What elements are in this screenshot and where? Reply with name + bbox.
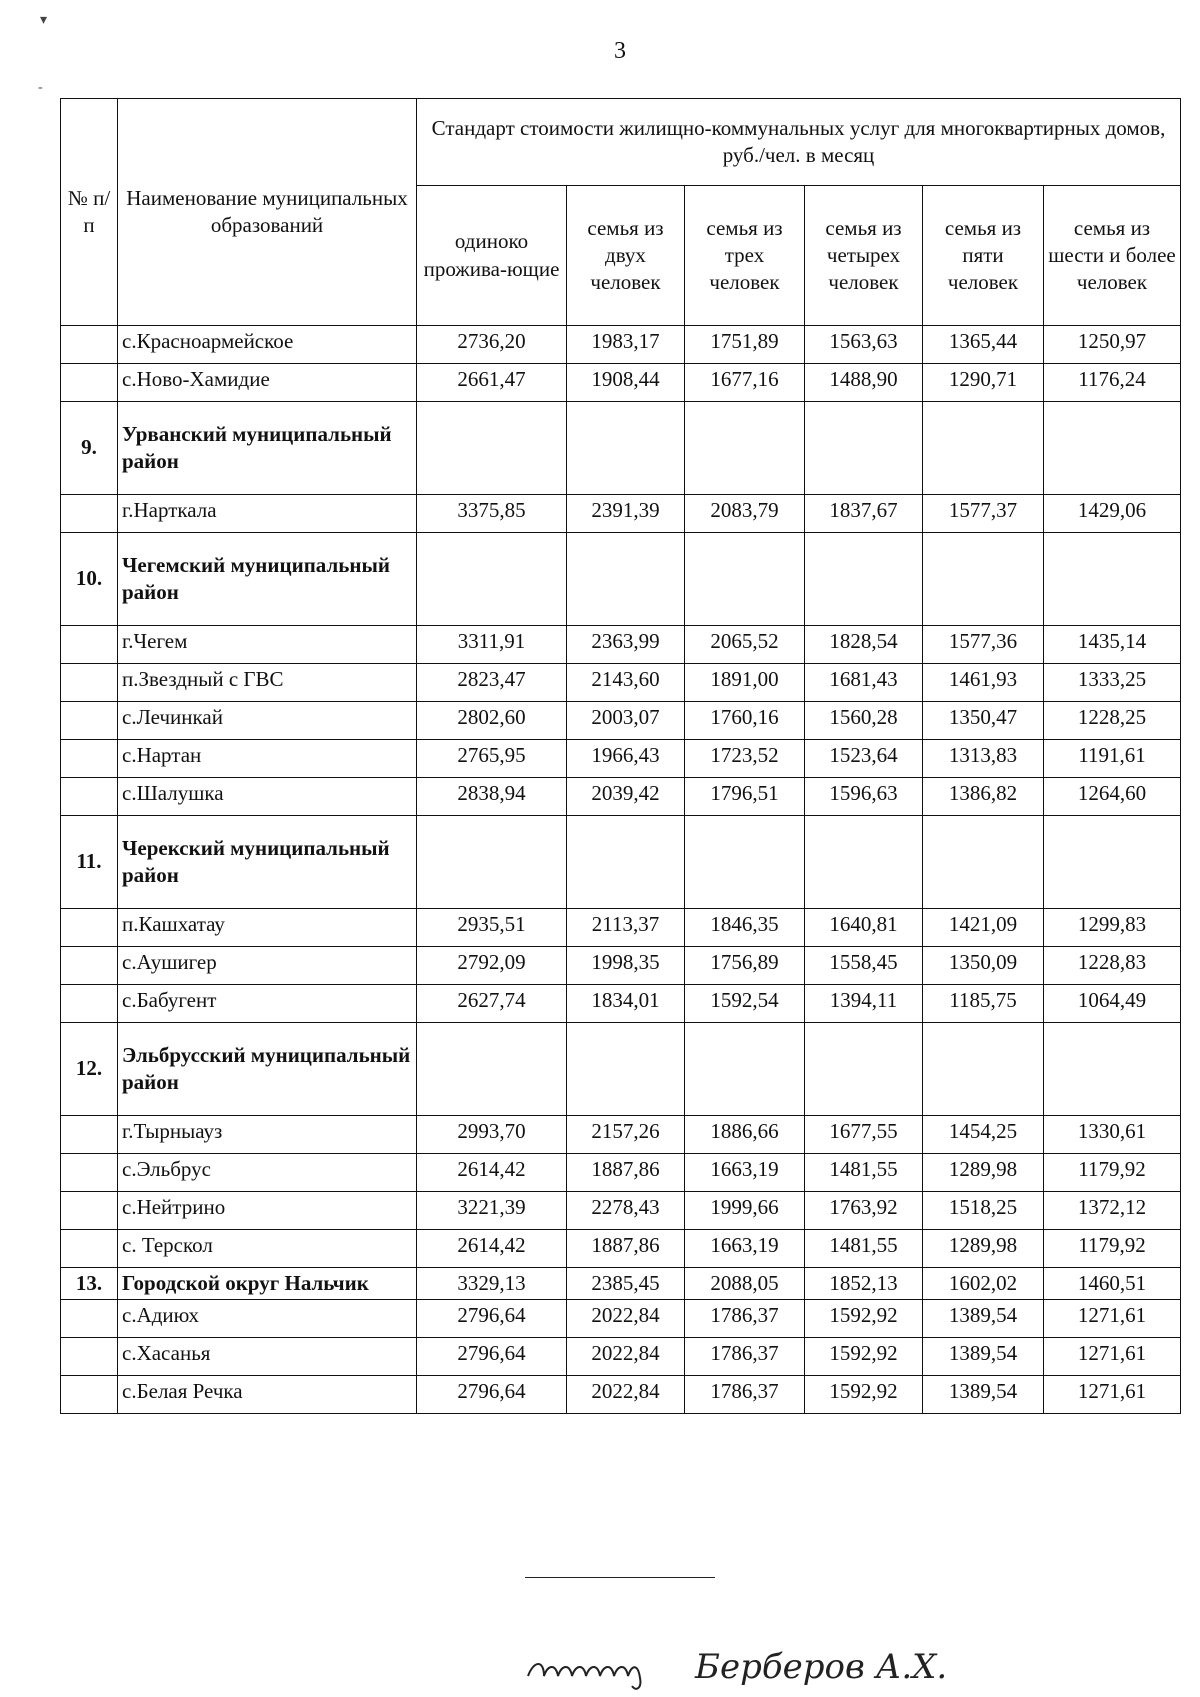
cost-family-2: 2385,45 bbox=[567, 1268, 685, 1300]
cost-single: 2796,64 bbox=[417, 1376, 567, 1414]
cost-family-3: 1796,51 bbox=[685, 778, 805, 816]
cost-family-5: 1313,83 bbox=[923, 740, 1044, 778]
cost-single: 3375,85 bbox=[417, 495, 567, 533]
cost-family-3 bbox=[685, 816, 805, 909]
cost-family-6-plus: 1372,12 bbox=[1044, 1192, 1181, 1230]
row-number bbox=[61, 1338, 118, 1376]
cost-family-4: 1640,81 bbox=[805, 909, 923, 947]
footer-divider bbox=[525, 1577, 715, 1578]
cost-family-2: 2003,07 bbox=[567, 702, 685, 740]
cost-family-2: 1998,35 bbox=[567, 947, 685, 985]
cost-family-5: 1386,82 bbox=[923, 778, 1044, 816]
cost-single: 2792,09 bbox=[417, 947, 567, 985]
cost-single: 2765,95 bbox=[417, 740, 567, 778]
cost-family-3: 1760,16 bbox=[685, 702, 805, 740]
table-row bbox=[61, 364, 1181, 402]
cost-family-6-plus: 1299,83 bbox=[1044, 909, 1181, 947]
cost-family-4: 1763,92 bbox=[805, 1192, 923, 1230]
cost-family-5 bbox=[923, 402, 1044, 495]
cost-single bbox=[417, 533, 567, 626]
cost-family-3: 1886,66 bbox=[685, 1116, 805, 1154]
row-number: 12. bbox=[61, 1023, 118, 1116]
table-row bbox=[61, 326, 1181, 364]
cost-family-4 bbox=[805, 816, 923, 909]
table-row bbox=[61, 664, 1181, 702]
header-family-2: семья из двух человек bbox=[567, 186, 685, 326]
cost-family-4: 1596,63 bbox=[805, 778, 923, 816]
district-name: Урванский муниципальный район bbox=[118, 402, 417, 495]
table-row bbox=[61, 702, 1181, 740]
table-row bbox=[61, 985, 1181, 1023]
cost-family-5: 1350,09 bbox=[923, 947, 1044, 985]
district-row bbox=[61, 1268, 1181, 1300]
cost-family-2 bbox=[567, 816, 685, 909]
municipality-name: г.Нарткала bbox=[118, 495, 417, 533]
cost-family-6-plus bbox=[1044, 1023, 1181, 1116]
cost-family-3: 1786,37 bbox=[685, 1338, 805, 1376]
municipality-name: с.Адиюх bbox=[118, 1300, 417, 1338]
header-municipality-name: Наименование муниципальных образований bbox=[118, 99, 417, 326]
municipality-name: г.Чегем bbox=[118, 626, 417, 664]
header-family-3: семья из трех человек bbox=[685, 186, 805, 326]
cost-family-3: 1999,66 bbox=[685, 1192, 805, 1230]
signature-scribble bbox=[528, 1664, 640, 1689]
cost-family-4 bbox=[805, 1023, 923, 1116]
municipality-name: с.Эльбрус bbox=[118, 1154, 417, 1192]
cost-family-2: 2363,99 bbox=[567, 626, 685, 664]
cost-family-2: 2143,60 bbox=[567, 664, 685, 702]
cost-single: 2661,47 bbox=[417, 364, 567, 402]
cost-family-4: 1592,92 bbox=[805, 1300, 923, 1338]
cost-family-6-plus bbox=[1044, 402, 1181, 495]
cost-family-3: 1756,89 bbox=[685, 947, 805, 985]
municipality-name: с.Бабугент bbox=[118, 985, 417, 1023]
cost-single bbox=[417, 402, 567, 495]
table-row bbox=[61, 947, 1181, 985]
cost-single: 2935,51 bbox=[417, 909, 567, 947]
row-number bbox=[61, 947, 118, 985]
row-number bbox=[61, 626, 118, 664]
table-row bbox=[61, 626, 1181, 664]
row-number bbox=[61, 664, 118, 702]
cost-family-6-plus: 1228,25 bbox=[1044, 702, 1181, 740]
cost-family-5: 1389,54 bbox=[923, 1338, 1044, 1376]
row-number bbox=[61, 1300, 118, 1338]
header-family-5: семья из пяти человек bbox=[923, 186, 1044, 326]
district-name: Черекский муниципальный район bbox=[118, 816, 417, 909]
cost-family-2: 1834,01 bbox=[567, 985, 685, 1023]
cost-family-3: 1663,19 bbox=[685, 1230, 805, 1268]
row-number: 9. bbox=[61, 402, 118, 495]
cost-family-5: 1518,25 bbox=[923, 1192, 1044, 1230]
cost-standard-table bbox=[60, 98, 1181, 1414]
cost-family-4: 1558,45 bbox=[805, 947, 923, 985]
cost-family-2: 2391,39 bbox=[567, 495, 685, 533]
cost-family-5: 1454,25 bbox=[923, 1116, 1044, 1154]
header-single: одиноко прожива-ющие bbox=[417, 186, 567, 326]
cost-family-6-plus: 1460,51 bbox=[1044, 1268, 1181, 1300]
cost-family-6-plus: 1250,97 bbox=[1044, 326, 1181, 364]
cost-family-4: 1592,92 bbox=[805, 1376, 923, 1414]
table-row bbox=[61, 1116, 1181, 1154]
cost-family-5: 1185,75 bbox=[923, 985, 1044, 1023]
cost-family-2: 2157,26 bbox=[567, 1116, 685, 1154]
cost-family-6-plus: 1271,61 bbox=[1044, 1376, 1181, 1414]
cost-family-5: 1365,44 bbox=[923, 326, 1044, 364]
cost-family-5 bbox=[923, 816, 1044, 909]
cost-family-2 bbox=[567, 1023, 685, 1116]
row-number bbox=[61, 1230, 118, 1268]
cost-family-6-plus: 1429,06 bbox=[1044, 495, 1181, 533]
cost-family-5: 1350,47 bbox=[923, 702, 1044, 740]
cost-family-5: 1577,37 bbox=[923, 495, 1044, 533]
cost-family-2 bbox=[567, 402, 685, 495]
table-row bbox=[61, 495, 1181, 533]
municipality-name: с.Лечинкай bbox=[118, 702, 417, 740]
cost-single: 3221,39 bbox=[417, 1192, 567, 1230]
cost-family-6-plus: 1271,61 bbox=[1044, 1338, 1181, 1376]
cost-family-3 bbox=[685, 533, 805, 626]
cost-single: 2614,42 bbox=[417, 1230, 567, 1268]
cost-single: 2736,20 bbox=[417, 326, 567, 364]
cost-family-5 bbox=[923, 533, 1044, 626]
cost-family-6-plus: 1333,25 bbox=[1044, 664, 1181, 702]
table-row bbox=[61, 1154, 1181, 1192]
header-family-6-plus: семья из шести и более человек bbox=[1044, 186, 1181, 326]
cost-family-2: 1966,43 bbox=[567, 740, 685, 778]
scan-mark: - bbox=[38, 80, 43, 95]
table-body bbox=[61, 326, 1181, 1414]
cost-family-4: 1523,64 bbox=[805, 740, 923, 778]
municipality-name: с.Нартан bbox=[118, 740, 417, 778]
district-row bbox=[61, 402, 1181, 495]
cost-family-5: 1602,02 bbox=[923, 1268, 1044, 1300]
cost-family-5: 1289,98 bbox=[923, 1230, 1044, 1268]
cost-family-3: 1663,19 bbox=[685, 1154, 805, 1192]
cost-family-2 bbox=[567, 533, 685, 626]
cost-family-2: 2039,42 bbox=[567, 778, 685, 816]
cost-family-2: 2113,37 bbox=[567, 909, 685, 947]
cost-family-2: 1908,44 bbox=[567, 364, 685, 402]
cost-single: 2993,70 bbox=[417, 1116, 567, 1154]
cost-family-4 bbox=[805, 402, 923, 495]
cost-family-5: 1289,98 bbox=[923, 1154, 1044, 1192]
cost-family-5: 1389,54 bbox=[923, 1376, 1044, 1414]
cost-family-4: 1592,92 bbox=[805, 1338, 923, 1376]
table-row bbox=[61, 1230, 1181, 1268]
cost-single bbox=[417, 816, 567, 909]
row-number: 13. bbox=[61, 1268, 118, 1300]
cost-family-6-plus: 1179,92 bbox=[1044, 1154, 1181, 1192]
district-name: Эльбрусский муниципальный район bbox=[118, 1023, 417, 1116]
municipality-name: с.Нейтрино bbox=[118, 1192, 417, 1230]
cost-single: 2796,64 bbox=[417, 1300, 567, 1338]
row-number bbox=[61, 1116, 118, 1154]
cost-family-3 bbox=[685, 402, 805, 495]
cost-family-3: 1723,52 bbox=[685, 740, 805, 778]
row-number bbox=[61, 740, 118, 778]
municipality-name: с.Шалушка bbox=[118, 778, 417, 816]
cost-family-6-plus bbox=[1044, 533, 1181, 626]
table-row bbox=[61, 909, 1181, 947]
table-row bbox=[61, 1300, 1181, 1338]
cost-family-6-plus: 1064,49 bbox=[1044, 985, 1181, 1023]
cost-family-3: 1592,54 bbox=[685, 985, 805, 1023]
row-number bbox=[61, 364, 118, 402]
cost-family-4 bbox=[805, 533, 923, 626]
cost-family-4: 1481,55 bbox=[805, 1154, 923, 1192]
cost-single: 2614,42 bbox=[417, 1154, 567, 1192]
cost-family-4: 1681,43 bbox=[805, 664, 923, 702]
cost-family-3: 1786,37 bbox=[685, 1376, 805, 1414]
cost-family-4: 1394,11 bbox=[805, 985, 923, 1023]
cost-family-5: 1389,54 bbox=[923, 1300, 1044, 1338]
cost-family-6-plus: 1264,60 bbox=[1044, 778, 1181, 816]
row-number bbox=[61, 1154, 118, 1192]
district-name: Городской округ Нальчик bbox=[118, 1268, 417, 1300]
cost-single: 2802,60 bbox=[417, 702, 567, 740]
municipality-name: с. Терскол bbox=[118, 1230, 417, 1268]
cost-family-4: 1563,63 bbox=[805, 326, 923, 364]
scan-mark: ▾ bbox=[40, 13, 48, 28]
district-row bbox=[61, 533, 1181, 626]
municipality-name: с.Хасанья bbox=[118, 1338, 417, 1376]
cost-family-6-plus: 1191,61 bbox=[1044, 740, 1181, 778]
row-number: 11. bbox=[61, 816, 118, 909]
cost-family-4: 1837,67 bbox=[805, 495, 923, 533]
cost-family-2: 2022,84 bbox=[567, 1338, 685, 1376]
cost-family-3: 1751,89 bbox=[685, 326, 805, 364]
cost-family-6-plus: 1176,24 bbox=[1044, 364, 1181, 402]
cost-family-6-plus: 1330,61 bbox=[1044, 1116, 1181, 1154]
municipality-name: с.Белая Речка bbox=[118, 1376, 417, 1414]
row-number bbox=[61, 326, 118, 364]
municipality-name: п.Кашхатау bbox=[118, 909, 417, 947]
cost-family-2: 2278,43 bbox=[567, 1192, 685, 1230]
cost-family-3: 1891,00 bbox=[685, 664, 805, 702]
signature-name: Берберов А.Х. bbox=[695, 1647, 948, 1687]
table-row bbox=[61, 740, 1181, 778]
cost-family-4: 1828,54 bbox=[805, 626, 923, 664]
cost-family-3: 2088,05 bbox=[685, 1268, 805, 1300]
cost-family-2: 1887,86 bbox=[567, 1154, 685, 1192]
cost-family-6-plus: 1179,92 bbox=[1044, 1230, 1181, 1268]
cost-family-3: 1846,35 bbox=[685, 909, 805, 947]
cost-single: 2627,74 bbox=[417, 985, 567, 1023]
cost-family-5 bbox=[923, 1023, 1044, 1116]
cost-family-4: 1560,28 bbox=[805, 702, 923, 740]
cost-family-5: 1461,93 bbox=[923, 664, 1044, 702]
cost-family-3: 1786,37 bbox=[685, 1300, 805, 1338]
municipality-name: с.Ново-Хамидие bbox=[118, 364, 417, 402]
table-row bbox=[61, 1192, 1181, 1230]
cost-single: 3329,13 bbox=[417, 1268, 567, 1300]
header-family-4: семья из четырех человек bbox=[805, 186, 923, 326]
district-row bbox=[61, 816, 1181, 909]
cost-family-6-plus: 1435,14 bbox=[1044, 626, 1181, 664]
row-number bbox=[61, 909, 118, 947]
header-number: № п/п bbox=[61, 99, 118, 326]
header-cost-standard-group: Стандарт стоимости жилищно-коммунальных услуг для многоквартирных домов, руб./чел. в месяц bbox=[417, 99, 1181, 186]
cost-family-3 bbox=[685, 1023, 805, 1116]
row-number bbox=[61, 1192, 118, 1230]
municipality-name: с.Красноармейское bbox=[118, 326, 417, 364]
cost-single bbox=[417, 1023, 567, 1116]
district-name: Чегемский муниципальный район bbox=[118, 533, 417, 626]
row-number: 10. bbox=[61, 533, 118, 626]
cost-family-5: 1421,09 bbox=[923, 909, 1044, 947]
cost-family-5: 1577,36 bbox=[923, 626, 1044, 664]
cost-family-6-plus: 1228,83 bbox=[1044, 947, 1181, 985]
cost-family-4: 1852,13 bbox=[805, 1268, 923, 1300]
municipality-name: г.Тырныауз bbox=[118, 1116, 417, 1154]
cost-family-4: 1677,55 bbox=[805, 1116, 923, 1154]
municipality-name: с.Аушигер bbox=[118, 947, 417, 985]
page-number: 3 bbox=[614, 38, 626, 64]
cost-family-3: 1677,16 bbox=[685, 364, 805, 402]
municipality-name: п.Звездный с ГВС bbox=[118, 664, 417, 702]
cost-family-4: 1488,90 bbox=[805, 364, 923, 402]
table-row bbox=[61, 1338, 1181, 1376]
cost-family-2: 1983,17 bbox=[567, 326, 685, 364]
cost-family-3: 2083,79 bbox=[685, 495, 805, 533]
cost-single: 2838,94 bbox=[417, 778, 567, 816]
cost-family-6-plus: 1271,61 bbox=[1044, 1300, 1181, 1338]
cost-single: 2823,47 bbox=[417, 664, 567, 702]
row-number bbox=[61, 985, 118, 1023]
row-number bbox=[61, 778, 118, 816]
table-row bbox=[61, 1376, 1181, 1414]
cost-single: 3311,91 bbox=[417, 626, 567, 664]
cost-family-4: 1481,55 bbox=[805, 1230, 923, 1268]
handwritten-signature bbox=[520, 1632, 1080, 1692]
row-number bbox=[61, 1376, 118, 1414]
cost-single: 2796,64 bbox=[417, 1338, 567, 1376]
row-number bbox=[61, 495, 118, 533]
cost-family-5: 1290,71 bbox=[923, 364, 1044, 402]
cost-family-2: 1887,86 bbox=[567, 1230, 685, 1268]
cost-family-6-plus bbox=[1044, 816, 1181, 909]
row-number bbox=[61, 702, 118, 740]
cost-family-3: 2065,52 bbox=[685, 626, 805, 664]
table-row bbox=[61, 778, 1181, 816]
cost-family-2: 2022,84 bbox=[567, 1300, 685, 1338]
district-row bbox=[61, 1023, 1181, 1116]
cost-family-2: 2022,84 bbox=[567, 1376, 685, 1414]
